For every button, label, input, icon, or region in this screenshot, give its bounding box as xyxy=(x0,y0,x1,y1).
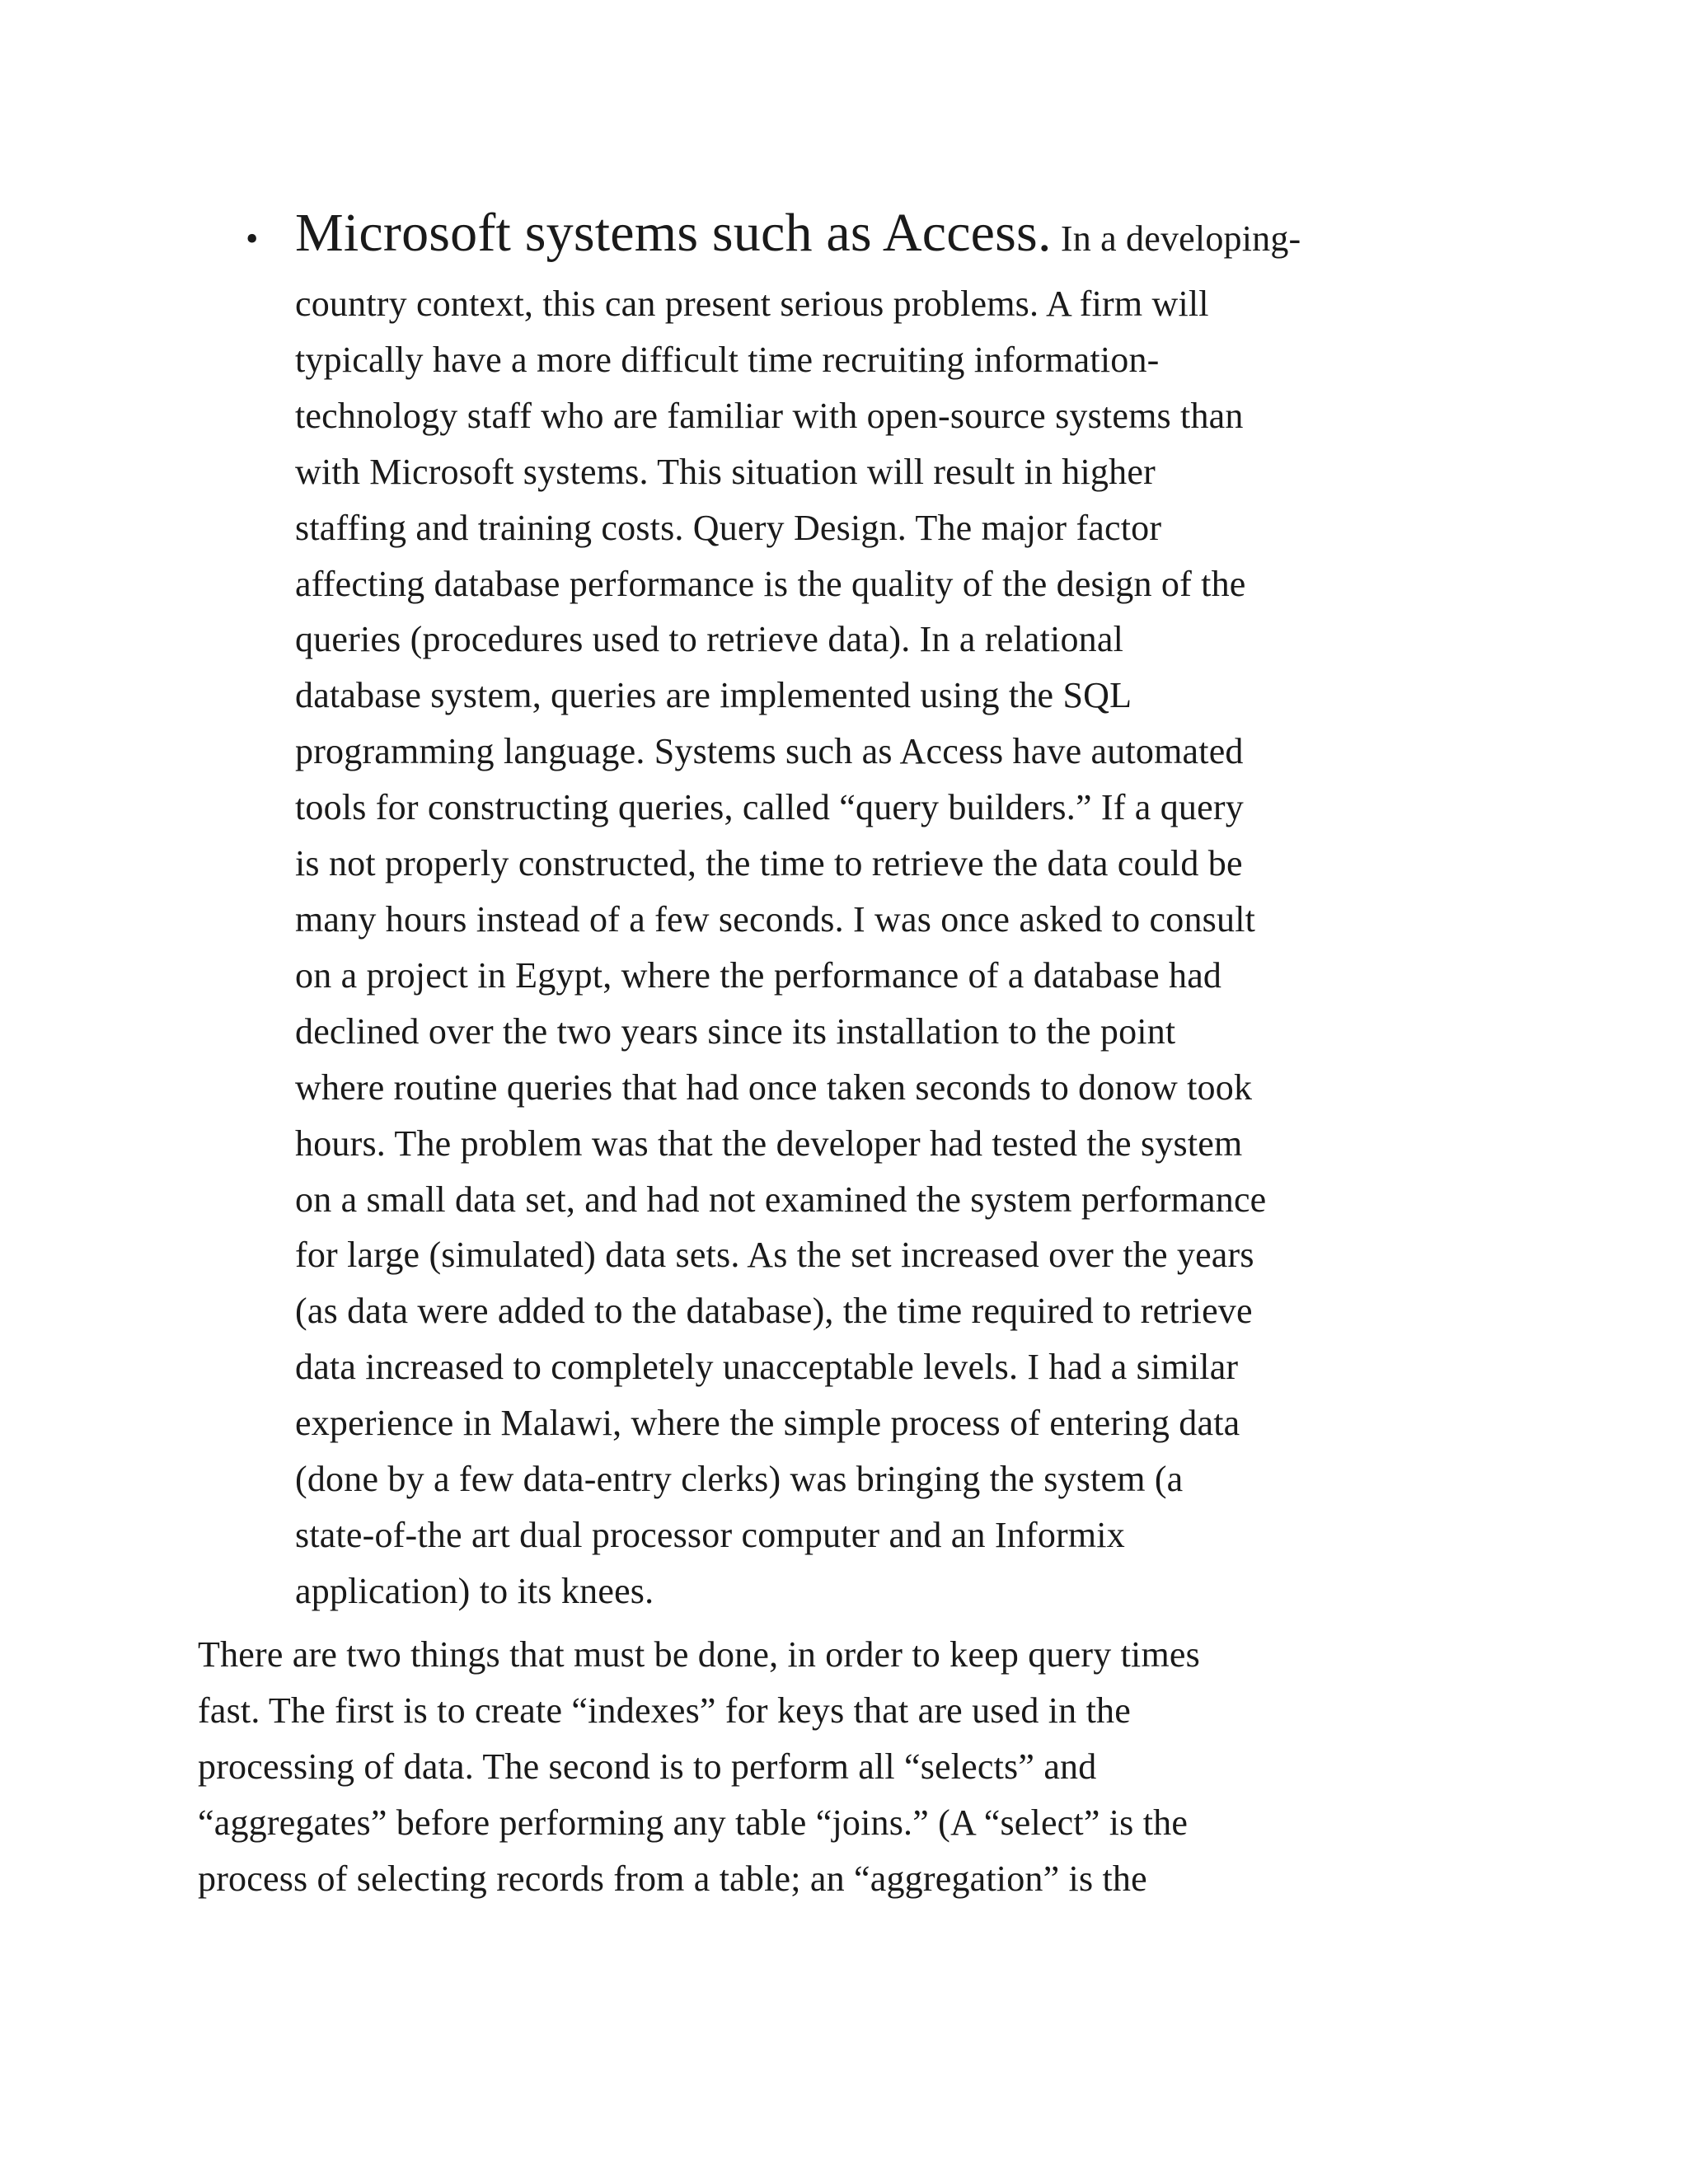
bullet-line: state-of-the art dual processor computer and an Informix xyxy=(295,1514,1125,1555)
bullet-heading: Microsoft systems such as Access. xyxy=(295,203,1052,263)
bullet-line: experience in Malawi, where the simple process of entering data xyxy=(295,1403,1240,1444)
bullet-line: on a project in Egypt, where the performance of a database had xyxy=(295,954,1222,996)
bullet-line: data increased to completely unacceptable levels. I had a similar xyxy=(295,1347,1239,1388)
bullet-line: (done by a few data-entry clerks) was bringing the system (a xyxy=(295,1459,1184,1500)
bullet-line: with Microsoft systems. This situation will result in higher xyxy=(295,451,1156,492)
bullet-line: queries (procedures used to retrieve data). In a relational xyxy=(295,619,1124,660)
bullet-line: country context, this can present serious problems. A firm will xyxy=(295,284,1209,324)
paragraph-line: There are two things that must be done, in order to keep query times xyxy=(198,1634,1200,1675)
paragraph-line: “aggregates” before performing any table “joins.” (A “select” is the xyxy=(198,1802,1189,1843)
bullet-line: typically have a more difficult time recruiting information- xyxy=(295,339,1160,380)
bullet-text xyxy=(295,196,1680,1619)
bullet-first-line xyxy=(295,196,1680,276)
bullet-line: where routine queries that had once taken seconds to donow took xyxy=(295,1066,1253,1108)
bullet-line: technology staff who are familiar with open-source systems than xyxy=(295,395,1244,436)
bullet-line: hours. The problem was that the developer had tested the system xyxy=(295,1122,1243,1164)
bullet-line: programming language. Systems such as Access have automated xyxy=(295,731,1244,772)
bullet-line: tools for constructing queries, called “query builders.” If a query xyxy=(295,787,1244,828)
bullet-line: on a small data set, and had not examined the system performance xyxy=(295,1179,1267,1220)
bullet-line: staffing and training costs. Query Design. The major factor xyxy=(295,507,1162,548)
bullet-marker: • xyxy=(246,218,259,259)
bullet-line: database system, queries are implemented using the SQL xyxy=(295,675,1132,716)
bullet-line: affecting database performance is the quality of the design of the xyxy=(295,563,1246,604)
paragraph-line: processing of data. The second is to perform all “selects” and xyxy=(198,1746,1097,1787)
bullet-line: many hours instead of a few seconds. I was once asked to consult xyxy=(295,898,1256,940)
bullet-line: application) to its knees. xyxy=(295,1570,654,1611)
paragraph-line: process of selecting records from a table; an “aggregation” is the xyxy=(198,1858,1147,1899)
bullet-line: (as data were added to the database), the time required to retrieve xyxy=(295,1291,1253,1332)
body-paragraph xyxy=(198,1627,1550,1907)
bullet-heading-continuation: In a developing- xyxy=(1051,218,1301,259)
bullet-line: is not properly constructed, the time to retrieve the data could be xyxy=(295,843,1243,884)
bullet-line: declined over the two years since its installation to the point xyxy=(295,1010,1176,1052)
paragraph-line: fast. The first is to create “indexes” for keys that are used in the xyxy=(198,1690,1131,1731)
bullet-line: for large (simulated) data sets. As the set increased over the years xyxy=(295,1235,1254,1276)
